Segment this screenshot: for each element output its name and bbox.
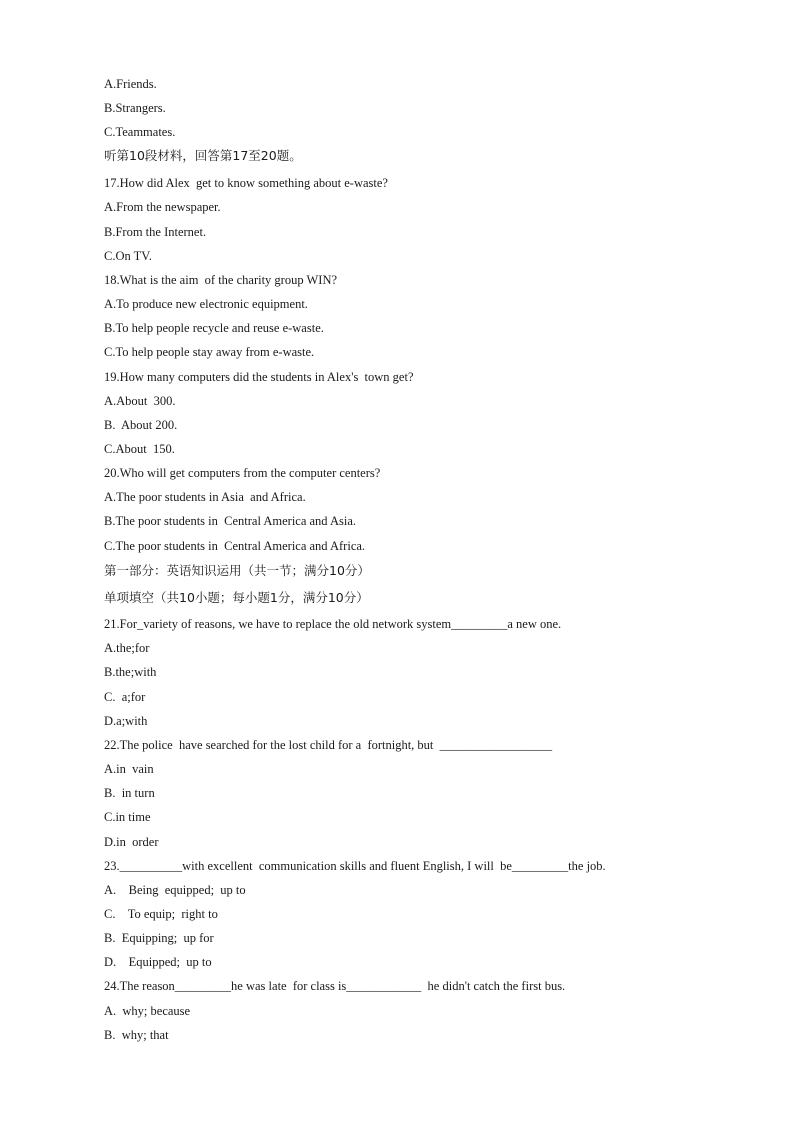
q23-option-d: D. Equipped; up to xyxy=(104,955,212,969)
q20-option-b: B.The poor students in Central America and Asia. xyxy=(104,514,357,528)
question-23: 23.__________with excellent communication skills and fluent English, I will be_________the job. xyxy=(104,859,606,873)
question-17: 17.How did Alex get to know something about e-waste? xyxy=(104,176,388,190)
q21-option-a: A.the;for xyxy=(104,641,150,655)
q18-option-a: A.To produce new electronic equipment. xyxy=(104,297,308,311)
subsection-heading: 单项填空（共10小题；每小题1分，满分10分） xyxy=(104,590,369,605)
section-instruction: 听第10段材料，回答第17至20题。 xyxy=(104,148,302,163)
option-c-teammates: C.Teammates. xyxy=(104,125,176,139)
q23-option-b: B. Equipping; up for xyxy=(104,931,214,945)
q20-option-c: C.The poor students in Central America and Africa. xyxy=(104,539,366,553)
question-18: 18.What is the aim of the charity group WIN? xyxy=(104,273,338,287)
q17-option-c: C.On TV. xyxy=(104,249,152,263)
option-b-strangers: B.Strangers. xyxy=(104,101,166,115)
q19-option-b: B. About 200. xyxy=(104,418,178,432)
question-21: 21.For_variety of reasons, we have to replace the old network system_________a new one. xyxy=(104,617,562,631)
q19-option-a: A.About 300. xyxy=(104,394,176,408)
q23-option-a: A. Being equipped; up to xyxy=(104,883,246,897)
q24-option-b: B. why; that xyxy=(104,1028,169,1042)
q21-option-d: D.a;with xyxy=(104,714,148,728)
q18-option-b: B.To help people recycle and reuse e-waste. xyxy=(104,321,324,335)
q21-option-c: C. a;for xyxy=(104,690,146,704)
q21-option-b: B.the;with xyxy=(104,665,157,679)
q17-option-a: A.From the newspaper. xyxy=(104,200,221,214)
question-19: 19.How many computers did the students in Alex's town get? xyxy=(104,370,414,384)
q22-option-b: B. in turn xyxy=(104,786,155,800)
question-22: 22.The police have searched for the lost child for a fortnight, but __________________ xyxy=(104,738,553,752)
q18-option-c: C.To help people stay away from e-waste. xyxy=(104,345,315,359)
q22-option-c: C.in time xyxy=(104,810,151,824)
q19-option-c: C.About 150. xyxy=(104,442,175,456)
q20-option-a: A.The poor students in Asia and Africa. xyxy=(104,490,306,504)
question-24: 24.The reason_________he was late for class is____________ he didn't catch the first bus. xyxy=(104,979,566,993)
q23-option-c: C. To equip; right to xyxy=(104,907,218,921)
q24-option-a: A. why; because xyxy=(104,1004,191,1018)
option-a-friends: A.Friends. xyxy=(104,77,157,91)
part-heading: 第一部分：英语知识运用（共一节；满分10分） xyxy=(104,563,370,578)
question-20: 20.Who will get computers from the computer centers? xyxy=(104,466,381,480)
q22-option-a: A.in vain xyxy=(104,762,154,776)
q22-option-d: D.in order xyxy=(104,835,159,849)
q17-option-b: B.From the Internet. xyxy=(104,225,207,239)
